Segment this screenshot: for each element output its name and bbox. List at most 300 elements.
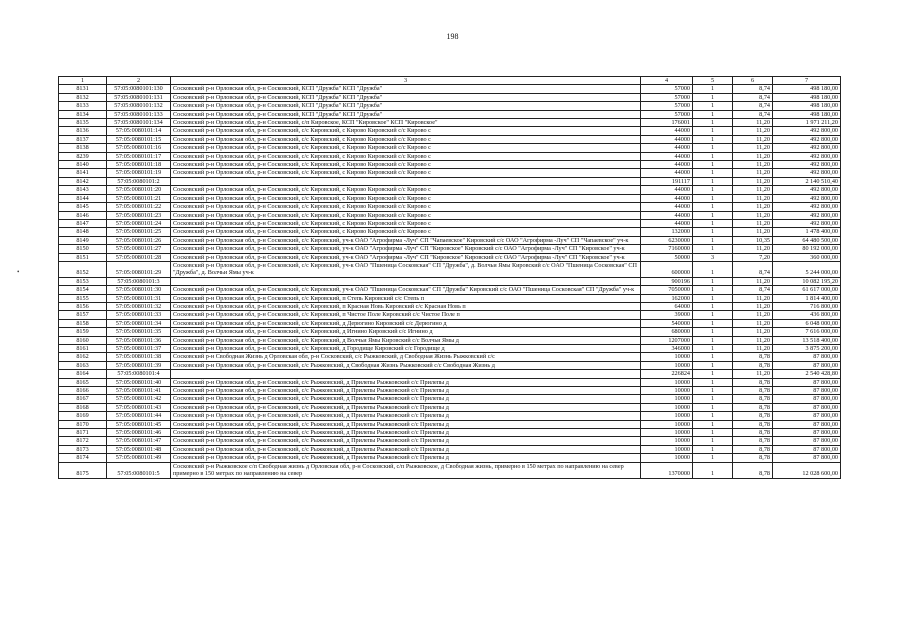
table-row [59,336,841,344]
address-cell: Сосковский р-н Орловская обл, р-н Сосковский, с/п Кировское, КСП "Кировское" КСП "Кировское" [171,119,641,127]
rate-cell: 8,78 [733,429,773,437]
category-cell: 1 [693,345,733,353]
table-row [59,412,841,420]
address-cell: Сосковский р-н Орловская обл, р-н Сосковский, с/с Кировский, п Чистое Поле Кировский с/с Чистое Поле п [171,311,641,319]
category-cell: 1 [693,161,733,169]
cadastral-number-cell: 57:05:0080101:42 [107,395,171,403]
category-cell: 1 [693,387,733,395]
cadastral-value-cell: 1 814 400,00 [773,294,841,302]
row-number-cell: 8239 [59,152,107,160]
cadastral-number-cell: 57:05:0080101:36 [107,336,171,344]
cadastral-number-cell: 57:05:0080101:131 [107,93,171,101]
row-number-cell: 8166 [59,387,107,395]
cadastral-number-cell: 57:05:0080101:40 [107,378,171,386]
cadastral-number-cell: 57:05:0080101:24 [107,219,171,227]
address-cell: Сосковский р-н Орловская обл, р-н Сосковский, КСП "Дружба" КСП "Дружба" [171,102,641,110]
category-cell: 1 [693,319,733,327]
cadastral-value-cell: 492 800,00 [773,127,841,135]
cadastral-number-cell: 57:05:0080101:25 [107,228,171,236]
cadastral-number-cell: 57:05:0080101:34 [107,319,171,327]
rate-cell: 11,20 [733,119,773,127]
address-cell: Сосковский р-н Орловская обл, р-н Сосковский, с/с Кировский, с Кирово Кировский с/с Кирово с [171,127,641,135]
address-cell: Сосковский р-н Орловская обл, р-н Сосковский, с/с Кировский, д Волчьи Ямы Кировский с/с Волчьи Ямы д [171,336,641,344]
cadastral-value-cell: 87 800,00 [773,412,841,420]
category-cell: 1 [693,361,733,369]
area-cell: 1207000 [641,336,693,344]
table-row [59,277,841,285]
address-cell: Сосковский р-н Орловская обл, р-н Сосковский, с/с Кировский, с Кирово Кировский с/с Кирово с [171,161,641,169]
rate-cell: 11,20 [733,135,773,143]
row-number-cell: 8159 [59,328,107,336]
row-number-cell: 8174 [59,454,107,462]
table-row [59,319,841,327]
row-number-cell: 8152 [59,261,107,277]
address-cell: Сосковский р-н Орловская обл, р-н Сосковский, с/с Рыжковский, д Прилепы Рыжковский с/с Прилепы д [171,429,641,437]
area-cell: 600000 [641,261,693,277]
table-row [59,203,841,211]
cadastral-value-cell: 64 480 500,00 [773,236,841,244]
rate-cell: 8,74 [733,102,773,110]
cadastral-value-cell: 492 800,00 [773,211,841,219]
category-cell: 1 [693,152,733,160]
row-number-cell: 8170 [59,420,107,428]
rate-cell: 8,78 [733,437,773,445]
row-number-cell: 8138 [59,144,107,152]
area-cell: 44000 [641,203,693,211]
cadastral-value-cell: 1 971 211,20 [773,119,841,127]
address-cell: Сосковский р-н Орловская обл, р-н Сосковский, с/с Рыжковский, д Прилепы Рыжковский с/с Прилепы д [171,395,641,403]
area-cell: 44000 [641,135,693,143]
rate-cell: 11,20 [733,302,773,310]
category-cell: 1 [693,328,733,336]
table-row [59,378,841,386]
cadastral-value-cell: 498 180,00 [773,93,841,101]
row-number-cell: 8133 [59,102,107,110]
address-cell: Сосковский р-н Орловская обл, р-н Сосковский, с/с Рыжковский, д Прилепы Рыжковский с/с Прилепы д [171,454,641,462]
row-number-cell: 8148 [59,228,107,236]
table-row [59,169,841,177]
address-cell: Сосковский р-н Орловская обл, р-н Сосковский, с/с Рыжковский, д Прилепы Рыжковский с/с Прилепы д [171,420,641,428]
cadastral-value-cell: 87 800,00 [773,445,841,453]
cadastral-number-cell: 57:05:0080101:16 [107,144,171,152]
cadastral-number-cell: 57:05:0080101:45 [107,420,171,428]
area-cell: 44000 [641,127,693,135]
category-cell: 1 [693,228,733,236]
area-cell: 57000 [641,102,693,110]
cadastral-number-cell: 57:05:0080101:19 [107,169,171,177]
area-cell: 162000 [641,294,693,302]
rate-cell: 8,74 [733,110,773,118]
cadastral-value-cell: 87 800,00 [773,437,841,445]
cadastral-value-cell: 498 180,00 [773,102,841,110]
category-cell: 1 [693,186,733,194]
table-row [59,236,841,244]
area-cell: 176001 [641,119,693,127]
table-row [59,135,841,143]
address-cell: Сосковский р-н Орловская обл, р-н Сосковский, с/с Кировский, уч-к ОАО "Пшеница Сосковская" СП "Дружба", д. Волчьи Ямы Кировский с/с ОАО "Пшеница Сосковская" СП "Дружба", д. Волчьи Ямы уч-к [171,261,641,277]
category-cell: 1 [693,286,733,294]
category-cell: 1 [693,261,733,277]
row-number-cell: 8172 [59,437,107,445]
cadastral-number-cell: 57:05:0080101:23 [107,211,171,219]
address-cell: Сосковский р-н Орловская обл, р-н Сосковский, с/с Кировский, уч-к ОАО "Пшеница Сосковская" СП "Дружба" Кировский с/с ОАО "Пшеница Сосковская" СП "Дружба" уч-к [171,286,641,294]
cadastral-number-cell: 57:05:0080101:37 [107,345,171,353]
table-row [59,119,841,127]
cadastral-value-cell: 80 192 000,00 [773,245,841,253]
rate-cell: 11,20 [733,127,773,135]
area-cell: 10000 [641,437,693,445]
cadastral-number-cell: 57:05:0080101:47 [107,437,171,445]
rate-cell: 11,20 [733,169,773,177]
table-row [59,177,841,185]
rate-cell: 8,74 [733,85,773,93]
category-cell: 1 [693,420,733,428]
cadastral-value-cell: 87 800,00 [773,378,841,386]
rate-cell: 11,20 [733,328,773,336]
table-row [59,186,841,194]
category-cell: 1 [693,211,733,219]
rate-cell: 11,20 [733,186,773,194]
rate-cell: 11,20 [733,144,773,152]
category-cell: 1 [693,169,733,177]
row-number-cell: 8160 [59,336,107,344]
category-cell: 1 [693,219,733,227]
row-number-cell: 8145 [59,203,107,211]
rate-cell: 8,74 [733,261,773,277]
area-cell: 10000 [641,420,693,428]
address-cell: Сосковский р-н Орловская обл, р-н Сосковский, с/с Кировский, с Кирово Кировский с/с Кирово с [171,228,641,236]
category-cell: 1 [693,110,733,118]
cadastral-value-cell: 87 800,00 [773,454,841,462]
cadastral-value-cell: 12 028 600,00 [773,462,841,478]
area-cell: 44000 [641,186,693,194]
category-cell: 1 [693,336,733,344]
category-cell: 1 [693,403,733,411]
rate-cell: 8,78 [733,395,773,403]
cadastral-value-cell: 492 800,00 [773,144,841,152]
cadastral-value-cell: 492 800,00 [773,194,841,202]
column-header: 5 [693,77,733,85]
area-cell: 10000 [641,412,693,420]
area-cell: 10000 [641,378,693,386]
area-cell: 64000 [641,302,693,310]
rate-cell: 8,78 [733,403,773,411]
row-number-cell: 8165 [59,378,107,386]
row-number-cell: 8164 [59,370,107,378]
table-row [59,110,841,118]
column-header: 4 [641,77,693,85]
cadastral-number-cell: 57:05:0080101:133 [107,110,171,118]
table-row [59,253,841,261]
area-cell: 57000 [641,93,693,101]
address-cell: Сосковский р-н Орловская обл, р-н Сосковский, с/с Кировский, уч-к ОАО "Агрофирма -Луч" СП "Кировское" Кировский с/с ОАО "Агрофирма -Луч" СП "Кировское" уч-к [171,245,641,253]
rate-cell: 11,20 [733,219,773,227]
category-cell: 1 [693,353,733,361]
row-number-cell: 8137 [59,135,107,143]
cadastral-number-cell: 57:05:0080101:38 [107,353,171,361]
table-row [59,429,841,437]
area-cell: 44000 [641,161,693,169]
area-cell: 10000 [641,353,693,361]
table-row [59,102,841,110]
category-cell: 1 [693,462,733,478]
cadastral-number-cell: 57:05:0080101:18 [107,161,171,169]
table-row [59,353,841,361]
rate-cell: 11,20 [733,194,773,202]
cadastral-value-cell: 87 800,00 [773,420,841,428]
cadastral-number-cell: 57:05:0080101:39 [107,361,171,369]
table-row [59,361,841,369]
cadastral-number-cell: 57:05:0080101:3 [107,277,171,285]
cadastral-value-cell: 87 800,00 [773,403,841,411]
cadastral-value-cell: 492 800,00 [773,186,841,194]
table-row [59,387,841,395]
rate-cell: 11,20 [733,277,773,285]
area-cell: 57000 [641,110,693,118]
category-cell: 1 [693,177,733,185]
row-number-cell: 8134 [59,110,107,118]
row-number-cell: 8161 [59,345,107,353]
cadastral-value-cell: 436 800,00 [773,311,841,319]
table-row [59,445,841,453]
area-cell: 57000 [641,85,693,93]
category-cell: 1 [693,127,733,135]
rate-cell: 10,35 [733,236,773,244]
category-cell: 1 [693,294,733,302]
row-number-cell: 8136 [59,127,107,135]
row-number-cell: 8144 [59,194,107,202]
area-cell: 10000 [641,454,693,462]
cadastral-number-cell: 57:05:0080101:14 [107,127,171,135]
category-cell: 1 [693,302,733,310]
category-cell: 1 [693,454,733,462]
row-number-cell: 8167 [59,395,107,403]
address-cell: Сосковский р-н Орловская обл, р-н Сосковский, с/с Кировский, с Кирово Кировский с/с Кирово с [171,169,641,177]
area-cell: 10000 [641,403,693,411]
table-row [59,403,841,411]
cadastral-number-cell: 57:05:0080101:134 [107,119,171,127]
row-number-cell: 8155 [59,294,107,302]
row-number-cell: 8162 [59,353,107,361]
rate-cell: 8,78 [733,378,773,386]
address-cell: Сосковский р-н Орловская обл, р-н Сосковский, с/с Кировский, с Кирово Кировский с/с Кирово с [171,186,641,194]
area-cell: 44000 [641,169,693,177]
area-cell: 10000 [641,445,693,453]
cadastral-number-cell: 57:05:0080101:22 [107,203,171,211]
address-cell: Сосковский р-н Орловская обл, р-н Сосковский, с/с Кировский, с Кирово Кировский с/с Кирово с [171,194,641,202]
category-cell: 1 [693,119,733,127]
address-cell: Сосковский р-н Орловская обл, р-н Сосковский, с/с Кировский, с Кирово Кировский с/с Кирово с [171,144,641,152]
rate-cell: 8,74 [733,93,773,101]
row-number-cell: 8171 [59,429,107,437]
rate-cell: 8,78 [733,445,773,453]
cadastral-value-cell: 492 800,00 [773,169,841,177]
row-number-cell: 8163 [59,361,107,369]
rate-cell: 11,20 [733,228,773,236]
cadastral-value-cell: 360 000,00 [773,253,841,261]
rate-cell: 8,78 [733,361,773,369]
row-number-cell: 8154 [59,286,107,294]
row-number-cell: 8131 [59,85,107,93]
rate-cell: 11,20 [733,294,773,302]
cadastral-number-cell: 57:05:0080101:15 [107,135,171,143]
rate-cell: 11,20 [733,245,773,253]
table-row [59,395,841,403]
table-row [59,152,841,160]
rate-cell: 11,20 [733,203,773,211]
page-number: 198 [446,32,459,41]
category-cell: 1 [693,445,733,453]
area-cell: 39000 [641,311,693,319]
address-cell: Сосковский р-н Орловская обл, р-н Сосковский, с/с Кировский, с Кирово Кировский с/с Кирово с [171,219,641,227]
category-cell: 1 [693,429,733,437]
area-cell: 44000 [641,194,693,202]
address-cell: Сосковский р-н Орловская обл, р-н Сосковский, с/с Кировский, д Дерюгино Кировский с/с Дерюгино д [171,319,641,327]
stray-mark: • [17,268,20,276]
header-row [59,77,841,85]
area-cell: 7160000 [641,245,693,253]
category-cell: 1 [693,135,733,143]
column-header: 6 [733,77,773,85]
cadastral-value-cell: 5 244 000,00 [773,261,841,277]
row-number-cell: 8153 [59,277,107,285]
cadastral-number-cell: 57:05:0080101:21 [107,194,171,202]
category-cell: 3 [693,253,733,261]
table-row [59,85,841,93]
area-cell: 10000 [641,361,693,369]
rate-cell: 8,78 [733,420,773,428]
cadastral-value-cell: 716 800,00 [773,302,841,310]
area-cell: 132000 [641,228,693,236]
category-cell: 1 [693,93,733,101]
table-row [59,311,841,319]
cadastral-number-cell: 57:05:0080101:29 [107,261,171,277]
area-cell: 10000 [641,395,693,403]
table-row [59,127,841,135]
cadastral-number-cell: 57:05:0080101:31 [107,294,171,302]
area-cell: 7050000 [641,286,693,294]
table-row [59,161,841,169]
address-cell: Сосковский р-н Орловская обл, р-н Сосковский, с/с Рыжковский, д Прилепы Рыжковский с/с Прилепы д [171,412,641,420]
rate-cell: 8,78 [733,412,773,420]
row-number-cell: 8151 [59,253,107,261]
row-number-cell: 8150 [59,245,107,253]
area-cell: 44000 [641,152,693,160]
table-row [59,194,841,202]
column-header: 2 [107,77,171,85]
address-cell: Сосковский р-н Орловская обл, р-н Сосковский, КСП "Дружба" КСП "Дружба" [171,85,641,93]
address-cell [171,277,641,285]
table-row [59,219,841,227]
address-cell: Сосковский р-н Орловская обл, р-н Сосковский, с/с Кировский, с Кирово Кировский с/с Кирово с [171,135,641,143]
cadastral-number-cell: 57:05:0080101:49 [107,454,171,462]
rate-cell: 11,20 [733,211,773,219]
area-cell: 50000 [641,253,693,261]
cadastral-value-cell: 498 180,00 [773,110,841,118]
rate-cell: 8,78 [733,462,773,478]
cadastral-value-cell: 87 800,00 [773,361,841,369]
cadastral-value-cell: 13 518 400,00 [773,336,841,344]
category-cell: 1 [693,370,733,378]
area-cell: 6230000 [641,236,693,244]
cadastral-value-cell: 492 800,00 [773,135,841,143]
cadastral-number-cell: 57:05:0080101:26 [107,236,171,244]
category-cell: 1 [693,194,733,202]
area-cell: 44000 [641,211,693,219]
row-number-cell: 8141 [59,169,107,177]
address-cell: Сосковский р-н Орловская обл, р-н Сосковский, с/с Кировский, п Степь Кировский с/с Степь п [171,294,641,302]
address-cell: Сосковский р-н Орловская обл, р-н Сосковский, с/с Рыжковский, д Прилепы Рыжковский с/с Прилепы д [171,403,641,411]
cadastral-value-cell: 7 616 000,00 [773,328,841,336]
cadastral-value-cell: 3 875 200,00 [773,345,841,353]
cadastral-number-cell: 57:05:0080101:27 [107,245,171,253]
category-cell: 1 [693,144,733,152]
cadastral-number-cell: 57:05:0080101:41 [107,387,171,395]
address-cell: Сосковский р-н Орловская обл, р-н Сосковский, с/с Кировский, д Игнино Кировский с/с Игнино д [171,328,641,336]
table-row [59,454,841,462]
row-number-cell: 8140 [59,161,107,169]
address-cell: Сосковский р-н Орловская обл, р-н Сосковский, с/с Рыжковский, д Прилепы Рыжковский с/с Прилепы д [171,445,641,453]
row-number-cell: 8168 [59,403,107,411]
cadastral-value-cell: 6 048 000,00 [773,319,841,327]
area-cell: 226824 [641,370,693,378]
column-header: 1 [59,77,107,85]
category-cell: 1 [693,85,733,93]
area-cell: 44000 [641,144,693,152]
table-row [59,228,841,236]
table-row [59,370,841,378]
address-cell: Сосковский р-н Орловская обл, р-н Сосковский, с/с Кировский, уч-к ОАО "Агрофирма -Луч" СП "Кировское" Кировский с/с ОАО "Агрофирма -Луч" СП "Кировское" уч-к [171,253,641,261]
cadastral-number-cell: 57:05:0080101:17 [107,152,171,160]
rate-cell: 8,78 [733,387,773,395]
table-row [59,245,841,253]
address-cell: Сосковский р-н Орловская обл, р-н Сосковский, с/с Кировский, с Кирово Кировский с/с Кирово с [171,211,641,219]
address-cell: Сосковский р-н Орловская обл, р-н Сосковский, с/с Рыжковский, д Прилепы Рыжковский с/с Прилепы д [171,387,641,395]
rate-cell: 11,20 [733,152,773,160]
area-cell: 10000 [641,387,693,395]
cadastral-value-cell: 498 180,00 [773,85,841,93]
address-cell: Сосковский р-н Рыжковское с/п Свободная жизнь д Орловская обл, р-н Сосковский, с/п Рыжковское, д Свободная жизнь, примерно в 150 метрах по направлению на север примерно в 150 метрах по направлению на север [171,462,641,478]
category-cell: 1 [693,203,733,211]
cadastral-number-cell: 57:05:0080101:32 [107,302,171,310]
row-number-cell: 8135 [59,119,107,127]
category-cell: 1 [693,412,733,420]
area-cell: 191117 [641,177,693,185]
row-number-cell: 8147 [59,219,107,227]
cadastral-number-cell: 57:05:0080101:5 [107,462,171,478]
column-header: 3 [171,77,641,85]
cadastral-value-cell: 87 800,00 [773,353,841,361]
address-cell: Сосковский р-н Орловская обл, р-н Сосковский, с/с Кировский, п Красная Новь Кировский с/с Красная Новь п [171,302,641,310]
row-number-cell: 8169 [59,412,107,420]
table-row [59,420,841,428]
table-row [59,302,841,310]
cadastral-value-cell: 2 540 428,80 [773,370,841,378]
category-cell: 1 [693,437,733,445]
column-header: 7 [773,77,841,85]
cadastral-number-cell: 57:05:0080101:33 [107,311,171,319]
cadastral-number-cell: 57:05:0080101:28 [107,253,171,261]
cadastral-value-cell: 87 800,00 [773,387,841,395]
rate-cell: 8,78 [733,353,773,361]
address-cell: Сосковский р-н Орловская обл, р-н Сосковский, с/с Рыжковский, д Прилепы Рыжковский с/с Прилепы д [171,437,641,445]
cadastral-number-cell: 57:05:0080101:2 [107,177,171,185]
category-cell: 1 [693,245,733,253]
cadastral-number-cell: 57:05:0080101:4 [107,370,171,378]
table-row [59,462,841,478]
cadastral-value-cell: 492 800,00 [773,203,841,211]
rate-cell: 11,20 [733,319,773,327]
